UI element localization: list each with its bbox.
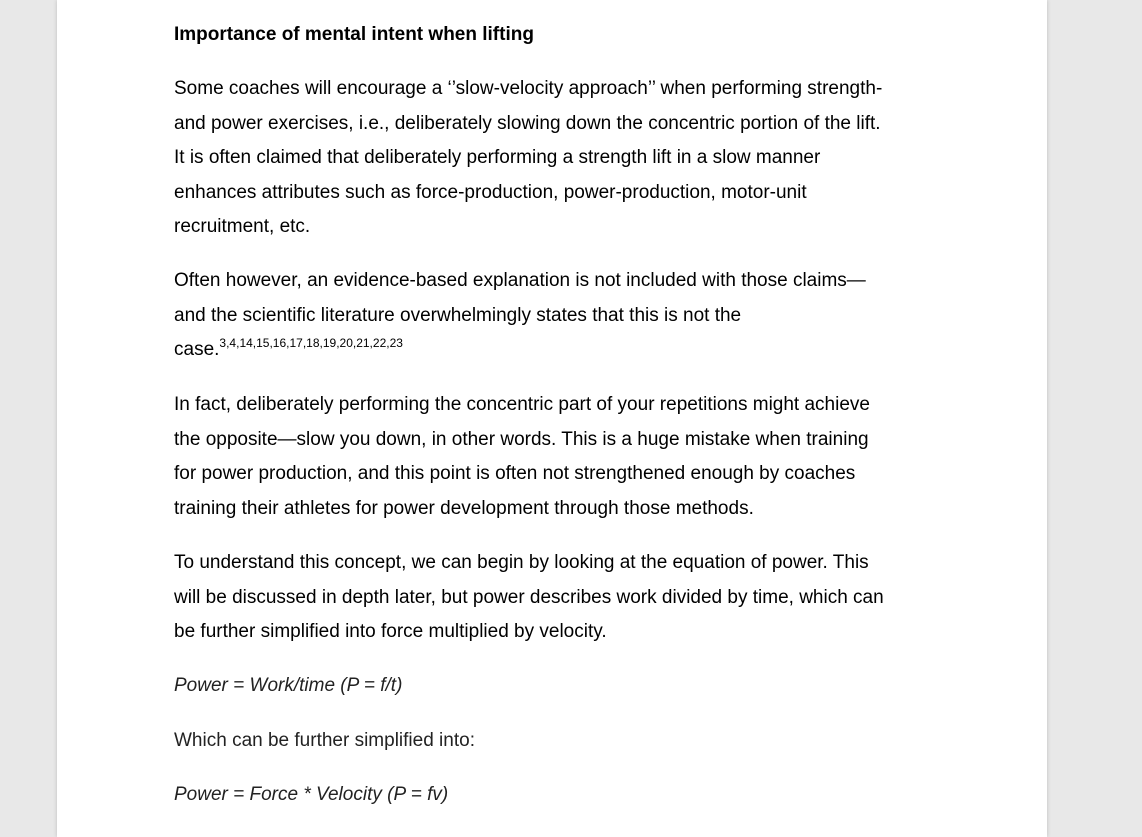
text-line: In fact, deliberately performing the concentric part of your repetitions might achieve [174,394,870,415]
formula-power-work-time: Power = Work/time (P = f/t) [174,675,403,696]
text-line: Often however, an evidence-based explanation is not included with those claims— [174,270,866,291]
paragraph-evidence [174,264,934,368]
formula-power-force-velocity: Power = Force * Velocity (P = fv) [174,784,449,805]
document-page [57,0,1047,837]
paragraph-power-equation [174,546,934,650]
text-line: Some coaches will encourage a ‘’slow-velocity approach’’ when performing strength- [174,78,883,99]
text-line: training their athletes for power development through those methods. [174,497,754,519]
transition-text: Which can be further simplified into: [174,730,475,751]
text-line: the opposite—slow you down, in other words. This is a huge mistake when training [174,428,869,450]
text-line-with-citation [174,333,934,368]
text-line: and the scientific literature overwhelmingly states that this is not the [174,304,742,326]
text-line: recruitment, etc. [174,216,311,237]
text-line: will be discussed in depth later, but power describes work divided by time, which can [174,586,884,608]
paragraph-concentric [174,388,934,526]
text-line: enhances attributes such as force-production, power-production, motor-unit [174,181,807,203]
citation-superscript: 3,4,14,15,16,17,18,19,20,21,22,23 [219,336,403,350]
text-line: It is often claimed that deliberately performing a strength lift in a slow manner [174,147,821,168]
text-line: be further simplified into force multiplied by velocity. [174,621,607,642]
text-line: for power production, and this point is often not strengthened enough by coaches [174,463,856,484]
text-line: To understand this concept, we can begin by looking at the equation of power. This [174,552,869,573]
paragraph-slow-velocity [174,72,934,245]
text-fragment: case. [174,339,220,360]
text-line: and power exercises, i.e., deliberately slowing down the concentric portion of the lift. [174,112,881,134]
section-heading: Importance of mental intent when lifting [174,24,534,45]
